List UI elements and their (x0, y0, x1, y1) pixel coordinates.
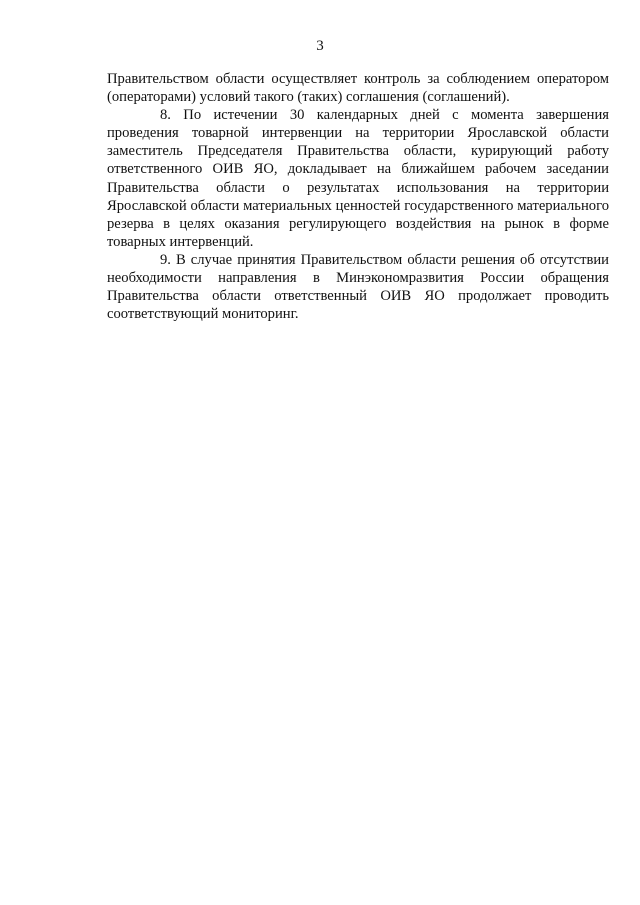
paragraph-item-9: 9. В случае принятия Правительством области решения об отсутствии необходимости направления в Минэкономразвития России обращения Правительства области ответственный ОИВ ЯО продолжает проводить соответствующий мониторинг. (107, 251, 609, 323)
paragraph-item-8: 8. По истечении 30 календарных дней с момента завершения проведения товарной интервенции на территории Ярославской области заместитель Председателя Правительства области, курирующий работу ответственного ОИВ ЯО, докладывает на ближайшем рабочем заседании Правительства области о результатах использования на территории Ярославской области материальных ценностей государственного материального резерва в целях оказания регулирующего воздействия на рынок в форме товарных интервенций. (107, 107, 609, 250)
page-number: 3 (316, 38, 324, 54)
document-body (107, 70, 609, 323)
paragraph-continuation: Правительством области осуществляет контроль за соблюдением оператором (операторами) условий такого (таких) соглашения (соглашений). (107, 71, 609, 106)
